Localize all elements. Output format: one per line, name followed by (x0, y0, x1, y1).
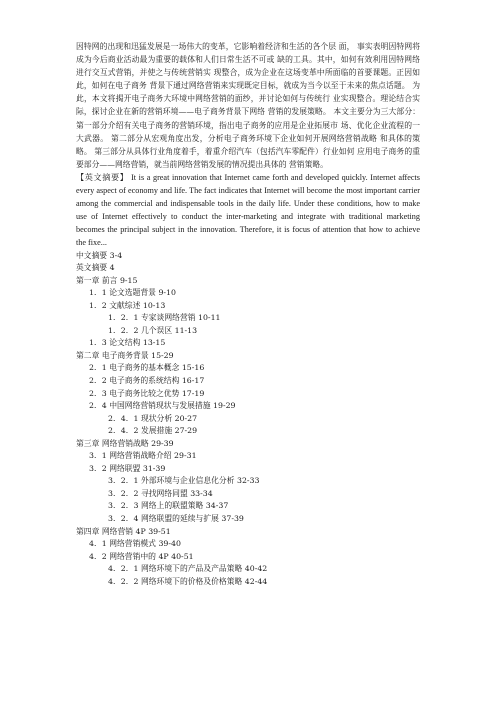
toc-entry[interactable]: 2．2 电子商务的系统结构 16-17 (89, 375, 205, 385)
toc-entry[interactable]: 4．1 网络营销模式 39-40 (89, 539, 181, 549)
toc-entry[interactable]: 1．2．1 专家谈网络营销 10-11 (108, 313, 221, 323)
toc-entry[interactable]: 4．2．2 网络环境下的价格及价格策略 42-44 (108, 576, 268, 586)
toc-entry[interactable]: 3．2 网络联盟 31-39 (89, 463, 166, 473)
toc-entry[interactable]: 3．1 网络营销战略介绍 29-31 (89, 451, 197, 461)
toc-entry[interactable]: 中文摘要 3-4 (76, 250, 123, 260)
chinese-abstract: 因特网的出现和迅猛发展是一场伟大的变革，它影响着经济和生活的各个层 面， 事实表明因特网将成为今后商业活动最为重要的载体和人们日常生活不可或 缺的工具。其中，如何有效利用因特网络进行交互式营销，并使之与传统营销实 现整合，成为企业在这场变革中所面临的首要课题。正因如此，如何在电子商务 背景下通过网络营销来实现既定目标，就成为当今以至于未来的焦点话题。 为此，本文将揭开电子商务大环境中网络营销的面纱，并讨论如何与传统行 业实现整合。理论结合实际，探讨企业在新的营销环境——电子商务背景下网络 营销的发展策略。 本文主要分为三大部分： 第一部分介绍有关电子商务的营销环境，指出电子商务的应用是企业拓展市 场、优化企业流程的一大武器。 第二部分从宏观角度出发，分析电子商务环境下企业如何开展网络营销战略 和具体的策略。 第三部分从具体行业角度着手，着重介绍汽车（包括汽车零配件）行业如何 应用电子商务的重要部分——网络营销，就当前网络营销发展的情况提出具体的 营销策略。 (76, 42, 420, 169)
toc-entry[interactable]: 第一章 前言 9-15 (76, 275, 138, 285)
toc-entry[interactable]: 2．4 中国网络营销现状与发展措施 19-29 (89, 401, 236, 411)
toc-entry[interactable]: 4．2 网络营销中的 4P 40-51 (89, 551, 194, 561)
english-abstract: 【英文摘要】 It is a great innovation that Internet came forth and developed quickly. Internet affects every aspect of economy and life. The fact indicates that Internet will become the most important carrier among the commercial and indispensable tools in the daily life. Under these conditions, how to make use of Internet effectively to conduct the inter-marketing and integrate with traditional marketing becomes the principal subject in the innovation. Therefore, it is focus of attention that how to achieve the fixe... (76, 172, 420, 248)
toc-entry[interactable]: 2．4．1 现状分析 20-27 (108, 413, 198, 423)
toc-entry[interactable]: 英文摘要 4 (76, 263, 115, 273)
toc-entry[interactable]: 第四章 网络营销 4P 39-51 (76, 526, 171, 536)
toc-entry[interactable]: 2．3 电子商务比较之优势 17-19 (89, 388, 205, 398)
table-of-contents (76, 250, 420, 589)
toc-entry[interactable]: 1．2 文献综述 10-13 (89, 300, 166, 310)
toc-entry[interactable]: 3．2．3 网络上的联盟策略 34-37 (108, 501, 229, 511)
toc-entry[interactable]: 第二章 电子商务背景 15-29 (76, 350, 174, 360)
toc-entry[interactable]: 4．2．1 网络环境下的产品及产品策略 40-42 (108, 564, 268, 574)
toc-entry[interactable]: 1．1 论文选题背景 9-10 (89, 288, 176, 298)
toc-entry[interactable]: 2．4．2 发展措施 27-29 (108, 426, 198, 436)
toc-entry[interactable]: 3．2．4 网络联盟的延续与扩展 37-39 (108, 513, 244, 523)
document-page (76, 40, 420, 588)
toc-entry[interactable]: 3．2．2 寻找网络同盟 33-34 (108, 488, 213, 498)
toc-entry[interactable]: 2．1 电子商务的基本概念 15-16 (89, 363, 205, 373)
toc-entry[interactable]: 1．2．2 几个误区 11-13 (108, 325, 198, 335)
toc-entry[interactable]: 3．2．1 外部环境与企业信息化分析 32-33 (108, 476, 260, 486)
toc-entry[interactable]: 第三章 网络营销战略 29-39 (76, 438, 174, 448)
toc-entry[interactable]: 1．3 论文结构 13-15 (89, 338, 166, 348)
